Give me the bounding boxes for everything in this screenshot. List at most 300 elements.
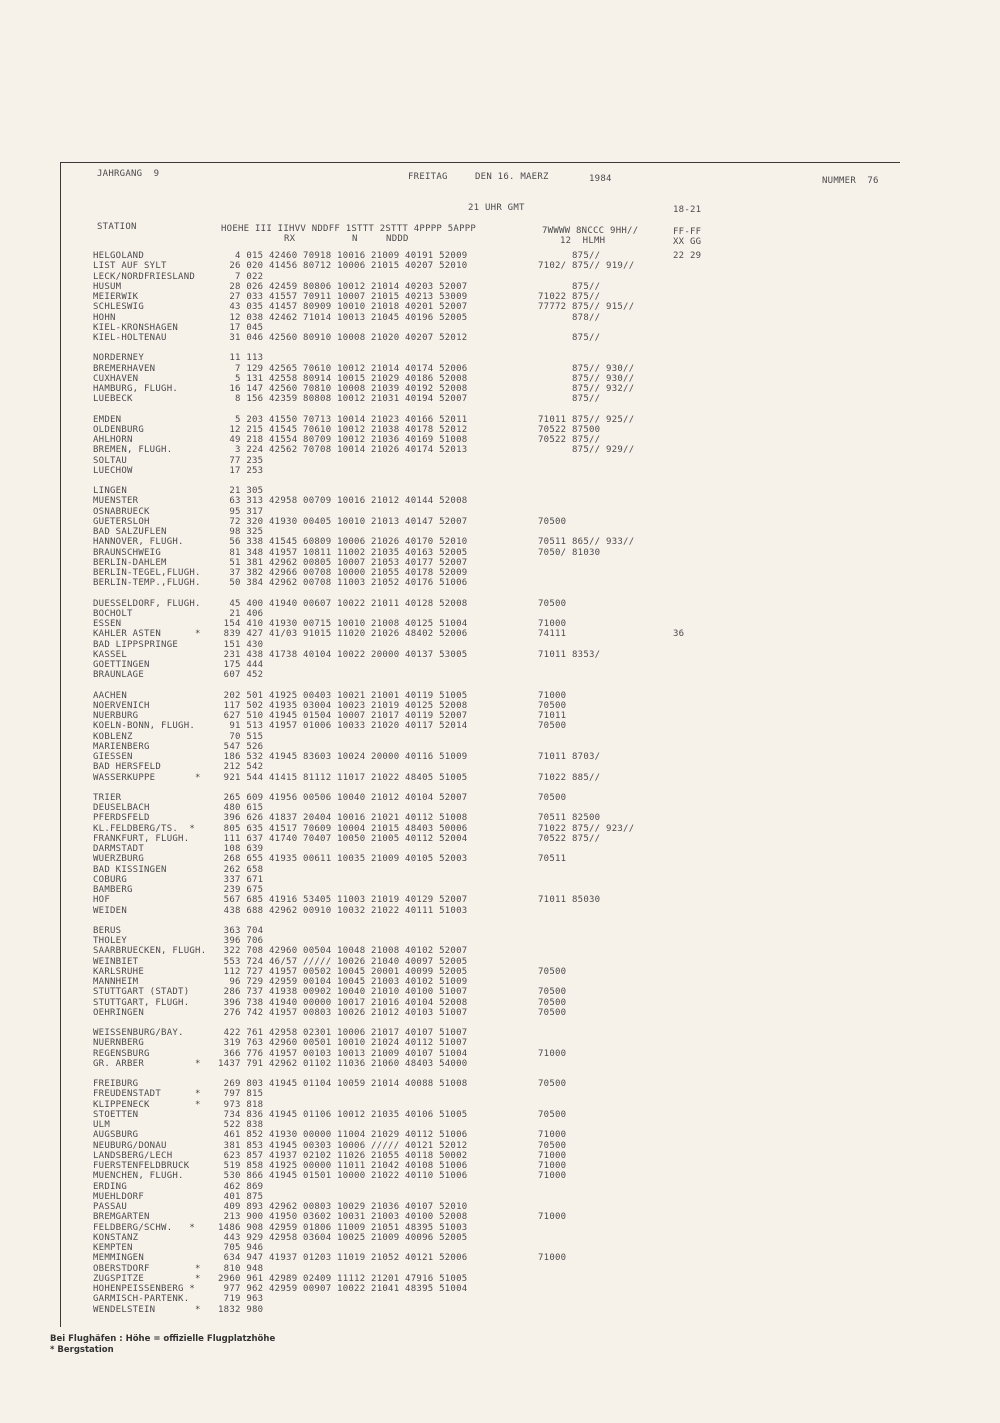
code-column-subheader: RX N NDDD <box>284 234 409 244</box>
station-row <box>93 987 713 997</box>
station-row <box>93 353 713 363</box>
station-codes: 212 542 <box>218 762 264 773</box>
station-row <box>93 1008 713 1018</box>
station-codes: 401 875 <box>218 1191 264 1202</box>
station-name: KONSTANZ <box>93 1232 139 1243</box>
station-row <box>93 998 713 1008</box>
station-name: PASSAU <box>93 1202 128 1212</box>
station-codes: 3 224 42562 70708 10014 21026 40174 52013 <box>218 445 468 456</box>
station-name: WASSERKUPPE * <box>93 772 201 783</box>
station-row <box>93 742 713 752</box>
station-group7: 875// <box>538 251 601 261</box>
station-row <box>93 517 713 527</box>
station-name: OSNABRUECK <box>93 506 150 517</box>
station-row <box>93 1305 713 1315</box>
station-codes: 151 430 <box>218 639 264 650</box>
station-name: BAD SALZUFLEN <box>93 527 167 537</box>
station-name: SOLTAU <box>93 455 128 466</box>
station-codes: 17 253 <box>218 465 264 476</box>
station-codes: 31 046 42560 80910 10008 21020 40207 52012 <box>218 333 468 343</box>
station-name: WENDELSTEIN * <box>93 1304 201 1315</box>
station-name: GIESSEN <box>93 752 133 762</box>
station-row <box>93 926 713 936</box>
group7-header: 7WWWW 8NCCC 9HH// <box>542 226 639 236</box>
station-name: AUGSBURG <box>93 1130 139 1141</box>
station-group7: 74111 <box>538 629 567 640</box>
station-row <box>93 384 713 394</box>
station-group7: 70500 <box>538 1007 567 1018</box>
station-codes: 5 203 41550 70713 10014 21023 40166 52011 <box>218 414 468 425</box>
station-codes: 366 776 41957 00103 10013 21009 40107 51004 <box>218 1048 468 1059</box>
station-row <box>93 302 713 312</box>
table-top-rule <box>60 162 900 163</box>
station-codes: 50 384 42962 00708 11003 21052 40176 51006 <box>218 578 468 589</box>
station-codes: 1832 980 <box>218 1304 264 1315</box>
station-row <box>93 946 713 956</box>
station-column-header: STATION <box>97 222 137 232</box>
station-name: HUSUM <box>93 281 122 292</box>
station-codes: 422 761 42958 02301 10006 21017 40107 51007 <box>218 1028 468 1038</box>
station-row <box>93 282 713 292</box>
station-name: BERLIN-DAHLEM <box>93 557 167 568</box>
station-name: KOBLENZ <box>93 731 133 742</box>
station-codes: 117 502 41935 03004 10023 21019 40125 52008 <box>218 700 468 711</box>
station-codes: 21 305 <box>218 486 264 496</box>
station-row <box>93 773 713 783</box>
station-codes: 56 338 41545 60809 10006 21026 40170 52010 <box>218 537 468 548</box>
station-row <box>93 435 713 445</box>
station-row <box>93 1274 713 1284</box>
station-row <box>93 1151 713 1161</box>
station-row <box>93 1141 713 1151</box>
station-name: HANNOVER, FLUGH. <box>93 537 184 548</box>
station-name: KOELN-BONN, FLUGH. <box>93 721 196 732</box>
station-name: KL.FELDBERG/TS. * <box>93 823 196 834</box>
station-row <box>93 906 713 916</box>
station-row <box>93 701 713 711</box>
station-row <box>93 323 713 333</box>
station-group7: 71022 875// 923// <box>538 823 635 834</box>
station-name: NOERVENICH <box>93 700 150 711</box>
station-codes: 12 215 41545 70610 10012 21038 40178 52012 <box>218 424 468 435</box>
station-group7: 71000 <box>538 1130 567 1141</box>
station-row <box>93 1243 713 1253</box>
station-codes: 438 688 42962 00910 10032 21022 40111 51003 <box>218 905 468 916</box>
station-group7: 70500 <box>538 700 567 711</box>
station-name: LIST AUF SYLT <box>93 261 167 272</box>
station-name: STUTTGART (STADT) <box>93 987 190 998</box>
observation-time: 21 UHR GMT <box>468 203 525 213</box>
station-row <box>93 752 713 762</box>
issue-number: NUMMER 76 <box>822 176 879 186</box>
station-codes: 553 724 46/57 ///// 10026 21040 40097 52005 <box>218 956 468 967</box>
station-codes: 202 501 41925 00403 10021 21001 40119 51005 <box>218 690 468 701</box>
station-codes: 77 235 <box>218 455 264 466</box>
station-name: MUEHLDORF <box>93 1191 145 1202</box>
station-row <box>93 445 713 455</box>
station-codes: 51 381 42962 00805 10007 21053 40177 52007 <box>218 557 468 568</box>
station-name: STUTTGART, FLUGH. <box>93 997 190 1008</box>
station-row <box>93 333 713 343</box>
station-codes: 213 900 41950 03602 10031 21003 40100 52008 <box>218 1212 468 1223</box>
station-row <box>93 425 713 435</box>
station-name: GARMISCH-PARTENK. <box>93 1294 190 1305</box>
station-codes: 98 325 <box>218 527 264 537</box>
station-group7: 71011 <box>538 711 567 721</box>
station-codes: 396 626 41837 20404 10016 21021 40112 51008 <box>218 813 468 824</box>
station-row <box>93 885 713 895</box>
station-group7: 875// 930// <box>538 373 635 384</box>
station-row <box>93 456 713 466</box>
station-name: MEMMINGEN <box>93 1253 145 1264</box>
station-row <box>93 650 713 660</box>
station-name: HAMBURG, FLUGH. <box>93 384 179 394</box>
station-codes: 322 708 42960 00504 10048 21008 40102 52007 <box>218 946 468 957</box>
station-group7: 875// <box>538 394 601 405</box>
station-row <box>93 394 713 404</box>
station-row <box>93 1049 713 1059</box>
station-name: BERLIN-TEMP.,FLUGH. <box>93 578 201 589</box>
station-name: ERDING <box>93 1181 128 1192</box>
station-row <box>93 967 713 977</box>
station-name: HELGOLAND <box>93 251 145 261</box>
station-row <box>93 1120 713 1130</box>
station-group7: 71011 875// 925// <box>538 414 635 425</box>
station-codes: 973 818 <box>218 1099 264 1110</box>
station-row <box>93 1284 713 1294</box>
station-name: GR. ARBER * <box>93 1058 201 1069</box>
station-codes: 262 658 <box>218 864 264 875</box>
station-codes: 719 963 <box>218 1294 264 1305</box>
station-row <box>93 548 713 558</box>
station-codes: 623 857 41937 02102 11026 21055 40118 50002 <box>218 1150 468 1161</box>
station-group7: 71000 <box>538 1048 567 1059</box>
station-name: BAD LIPPSPRINGE <box>93 639 179 650</box>
station-name: BERLIN-TEGEL,FLUGH. <box>93 568 201 578</box>
station-name: KIEL-KRONSHAGEN <box>93 322 179 333</box>
station-codes: 81 348 41957 10811 11002 21035 40163 52005 <box>218 547 468 558</box>
station-row <box>93 1130 713 1140</box>
station-name: KEMPTEN <box>93 1243 133 1253</box>
footnote-mountain-station: * Bergstation <box>50 1345 114 1355</box>
station-name: BREMEN, FLUGH. <box>93 445 173 456</box>
ff-window: 18-21 <box>673 205 702 215</box>
station-codes: 186 532 41945 83603 10024 20000 40116 51009 <box>218 752 468 762</box>
station-row <box>93 834 713 844</box>
station-name: MUENSTER <box>93 496 139 507</box>
station-name: AHLHORN <box>93 435 133 445</box>
station-row <box>93 629 713 639</box>
station-name: KAHLER ASTEN * <box>93 629 201 640</box>
station-codes: 977 962 42959 00907 10022 21041 48395 51004 <box>218 1284 468 1294</box>
station-codes: 363 704 <box>218 925 264 936</box>
station-codes: 396 738 41940 00000 10017 21016 40104 52008 <box>218 997 468 1008</box>
station-group7: 70500 <box>538 1140 567 1151</box>
station-name: DARMSTADT <box>93 844 145 854</box>
station-name: LECK/NORDFRIESLAND <box>93 271 196 282</box>
station-name: BOCHOLT <box>93 608 133 619</box>
station-row <box>93 640 713 650</box>
station-codes: 705 946 <box>218 1243 264 1253</box>
station-group7: 71022 885// <box>538 772 601 783</box>
station-group7: 71000 <box>538 1150 567 1161</box>
station-row <box>93 374 713 384</box>
station-codes: 95 317 <box>218 506 264 517</box>
station-group7: 875// 930// <box>538 363 635 374</box>
station-codes: 21 406 <box>218 608 264 619</box>
station-name: EMDEN <box>93 414 122 425</box>
station-codes: 337 671 <box>218 874 264 885</box>
station-name: MUENCHEN, FLUGH. <box>93 1171 184 1182</box>
station-codes: 239 675 <box>218 885 264 895</box>
station-codes: 12 038 42462 71014 10013 21045 40196 52005 <box>218 312 468 323</box>
station-group7: 70500 <box>538 721 567 732</box>
station-name: COBURG <box>93 874 128 885</box>
station-codes: 72 320 41930 00405 10010 21013 40147 52007 <box>218 516 468 527</box>
station-row <box>93 936 713 946</box>
station-codes: 462 869 <box>218 1181 264 1192</box>
station-codes: 154 410 41930 00715 10010 21008 40125 51004 <box>218 619 468 629</box>
station-codes: 530 866 41945 01501 10000 21022 40110 51006 <box>218 1171 468 1182</box>
station-row <box>93 1223 713 1233</box>
station-codes: 265 609 41956 00506 10040 21012 40104 52007 <box>218 792 468 803</box>
station-name: BAD HERSFELD <box>93 762 162 773</box>
station-row <box>93 1089 713 1099</box>
station-codes: 522 838 <box>218 1120 264 1130</box>
station-codes: 797 815 <box>218 1089 264 1100</box>
station-row <box>93 813 713 823</box>
station-codes: 1437 791 42962 01102 11036 21060 48403 54000 <box>218 1058 468 1069</box>
station-group7: 70522 875// <box>538 435 601 445</box>
station-codes: 7 022 <box>218 271 264 282</box>
weekday: FREITAG <box>408 172 448 182</box>
station-group7: 71022 875// <box>538 292 601 302</box>
station-codes: 480 615 <box>218 803 264 813</box>
station-name: KARLSRUHE <box>93 966 145 977</box>
station-group7: 70511 <box>538 854 567 865</box>
station-group7: 878// <box>538 312 601 323</box>
station-name: FREUDENSTADT * <box>93 1089 201 1100</box>
station-gusts: 36 <box>673 629 685 640</box>
station-row <box>93 895 713 905</box>
station-row <box>93 793 713 803</box>
station-name: DUESSELDORF, FLUGH. <box>93 598 201 609</box>
station-codes: 45 400 41940 00607 10022 21011 40128 52008 <box>218 598 468 609</box>
station-codes: 96 729 42959 00104 10045 21003 40102 51009 <box>218 977 468 987</box>
station-name: BREMERHAVEN <box>93 363 156 374</box>
station-group7: 70500 <box>538 966 567 977</box>
station-row <box>93 957 713 967</box>
station-codes: 810 948 <box>218 1263 264 1274</box>
station-codes: 28 026 42459 80806 10012 21014 40203 52007 <box>218 281 468 292</box>
station-group7: 875// <box>538 333 601 343</box>
station-row <box>93 1212 713 1222</box>
station-row <box>93 1100 713 1110</box>
station-name: NEUBURG/DONAU <box>93 1140 167 1151</box>
station-name: OLDENBURG <box>93 424 145 435</box>
station-row <box>93 875 713 885</box>
station-codes: 91 513 41957 01006 10033 21020 40117 52014 <box>218 721 468 732</box>
station-group7: 70500 <box>538 598 567 609</box>
station-row <box>93 599 713 609</box>
station-group7: 875// <box>538 281 601 292</box>
station-group7: 70500 <box>538 1079 567 1089</box>
station-row <box>93 732 713 742</box>
code-column-header: HOEHE III IIHVV NDDFF 1STTT 2STTT 4PPPP 5APPP <box>221 224 477 234</box>
station-row <box>93 1028 713 1038</box>
station-row <box>93 527 713 537</box>
station-codes: 1486 908 42959 01806 11009 21051 48395 51003 <box>218 1222 468 1233</box>
ff-subheader: XX GG <box>673 237 702 247</box>
station-group7: 71000 <box>538 1171 567 1182</box>
station-row <box>93 496 713 506</box>
station-codes: 443 929 42958 03604 10025 21009 40096 52005 <box>218 1232 468 1243</box>
station-group7: 70511 82500 <box>538 813 601 824</box>
station-codes: 396 706 <box>218 936 264 946</box>
station-row <box>93 1038 713 1048</box>
station-group7: 71000 <box>538 619 567 629</box>
group7-subheader: 12 HLMH <box>560 236 606 246</box>
station-group7: 71000 <box>538 690 567 701</box>
station-codes: 607 452 <box>218 670 264 681</box>
station-codes: 63 313 42958 00709 10016 21012 40144 52008 <box>218 496 468 507</box>
station-codes: 49 218 41554 80709 10012 21036 40169 51008 <box>218 435 468 445</box>
station-name: WUERZBURG <box>93 854 145 865</box>
footnote-airport-height: Bei Flughäfen : Höhe = offizielle Flugplatzhöhe <box>50 1334 276 1344</box>
station-codes: 805 635 41517 70609 10004 21015 48403 50006 <box>218 823 468 834</box>
station-name: PFERDSFELD <box>93 813 150 824</box>
station-name: KASSEL <box>93 649 128 660</box>
station-codes: 70 515 <box>218 731 264 742</box>
station-name: THOLEY <box>93 936 128 946</box>
station-name: SCHLESWIG <box>93 302 145 313</box>
station-codes: 286 737 41938 00902 10040 21010 40100 51007 <box>218 987 468 998</box>
station-group7: 7050/ 81030 <box>538 547 601 558</box>
station-group7: 70500 <box>538 516 567 527</box>
station-codes: 461 852 41930 00000 11004 21029 40112 51006 <box>218 1130 468 1141</box>
station-codes: 627 510 41945 01504 10007 21017 40119 52007 <box>218 711 468 721</box>
station-row <box>93 711 713 721</box>
station-name: CUXHAVEN <box>93 373 139 384</box>
station-row <box>93 313 713 323</box>
station-group7: 70500 <box>538 987 567 998</box>
station-name: HOHN <box>93 312 116 323</box>
station-row <box>93 865 713 875</box>
station-row <box>93 251 713 261</box>
station-row <box>93 670 713 680</box>
station-row <box>93 261 713 271</box>
station-row <box>93 844 713 854</box>
station-name: OBERSTDORF * <box>93 1263 201 1274</box>
station-name: WEIDEN <box>93 905 128 916</box>
station-row <box>93 1171 713 1181</box>
station-name: SAARBRUECKEN, FLUGH. <box>93 946 207 957</box>
station-row <box>93 1233 713 1243</box>
station-name: AACHEN <box>93 690 128 701</box>
station-codes: 269 803 41945 01104 10059 21014 40088 51008 <box>218 1079 468 1089</box>
station-row <box>93 1182 713 1192</box>
station-row <box>93 486 713 496</box>
station-row <box>93 854 713 864</box>
station-name: BAMBERG <box>93 885 133 895</box>
station-name: LUECHOW <box>93 465 133 476</box>
station-row <box>93 609 713 619</box>
station-row <box>93 537 713 547</box>
station-row <box>93 507 713 517</box>
station-name: NORDERNEY <box>93 353 145 364</box>
station-group7: 71000 <box>538 1253 567 1264</box>
station-name: FUERSTENFELDBRUCK <box>93 1161 190 1171</box>
station-row <box>93 568 713 578</box>
station-name: FELDBERG/SCHW. * <box>93 1222 196 1233</box>
station-row <box>93 1059 713 1069</box>
station-row <box>93 558 713 568</box>
station-codes: 8 156 42359 80808 10012 21031 40194 52007 <box>218 394 468 405</box>
station-row <box>93 1161 713 1171</box>
station-row <box>93 1192 713 1202</box>
station-codes: 11 113 <box>218 353 264 364</box>
station-group7: 875// 929// <box>538 445 635 456</box>
station-codes: 519 858 41925 00000 11011 21042 40108 51006 <box>218 1161 468 1171</box>
station-name: STOETTEN <box>93 1109 139 1120</box>
station-codes: 7 129 42565 70610 10012 21014 40174 52006 <box>218 363 468 374</box>
station-name: KIEL-HOLTENAU <box>93 333 167 343</box>
volume-label: JAHRGANG 9 <box>97 169 160 179</box>
station-codes: 5 131 42558 80914 10015 21029 40186 52008 <box>218 373 468 384</box>
station-name: MARIENBERG <box>93 741 150 752</box>
station-codes: 409 893 42962 00803 10029 21036 40107 52010 <box>218 1202 468 1212</box>
station-name: HOHENPEISSENBERG * <box>93 1284 196 1294</box>
station-name: MANNHEIM <box>93 977 139 987</box>
station-row <box>93 721 713 731</box>
station-group7: 71000 <box>538 1161 567 1171</box>
station-name: MEIERWIK <box>93 292 139 302</box>
station-name: TRIER <box>93 792 122 803</box>
table-left-rule <box>60 162 61 1327</box>
station-codes: 108 639 <box>218 844 264 854</box>
station-row <box>93 803 713 813</box>
station-group7: 70500 <box>538 792 567 803</box>
station-group7: 77772 875// 915// <box>538 302 635 313</box>
station-codes: 276 742 41957 00803 10026 21012 40103 51007 <box>218 1007 468 1018</box>
station-row <box>93 660 713 670</box>
station-name: BERUS <box>93 925 122 936</box>
station-name: WEINBIET <box>93 956 139 967</box>
station-codes: 734 836 41945 01106 10012 21035 40106 51005 <box>218 1109 468 1120</box>
station-codes: 26 020 41456 80712 10006 21015 40207 52010 <box>218 261 468 272</box>
station-row <box>93 1294 713 1304</box>
station-codes: 381 853 41945 00303 10006 ///// 40121 52012 <box>218 1140 468 1151</box>
station-name: GOETTINGEN <box>93 660 150 670</box>
station-name: LUEBECK <box>93 394 133 405</box>
year: 1984 <box>589 174 612 184</box>
station-codes: 921 544 41415 81112 11017 21022 48405 51005 <box>218 772 468 783</box>
station-name: GUETERSLOH <box>93 516 150 527</box>
station-name: WEISSENBURG/BAY. <box>93 1028 184 1038</box>
station-group7: 70500 <box>538 997 567 1008</box>
station-group7: 70522 87500 <box>538 424 601 435</box>
station-row <box>93 578 713 588</box>
station-group7: 7102/ 875// 919// <box>538 261 635 272</box>
station-name: ESSEN <box>93 619 122 629</box>
station-group7: 70522 875// <box>538 833 601 844</box>
station-codes: 16 147 42560 70810 10008 21039 40192 52008 <box>218 384 468 394</box>
station-row <box>93 1110 713 1120</box>
station-codes: 175 444 <box>218 660 264 670</box>
station-row <box>93 415 713 425</box>
station-name: HOF <box>93 895 111 906</box>
station-row <box>93 977 713 987</box>
